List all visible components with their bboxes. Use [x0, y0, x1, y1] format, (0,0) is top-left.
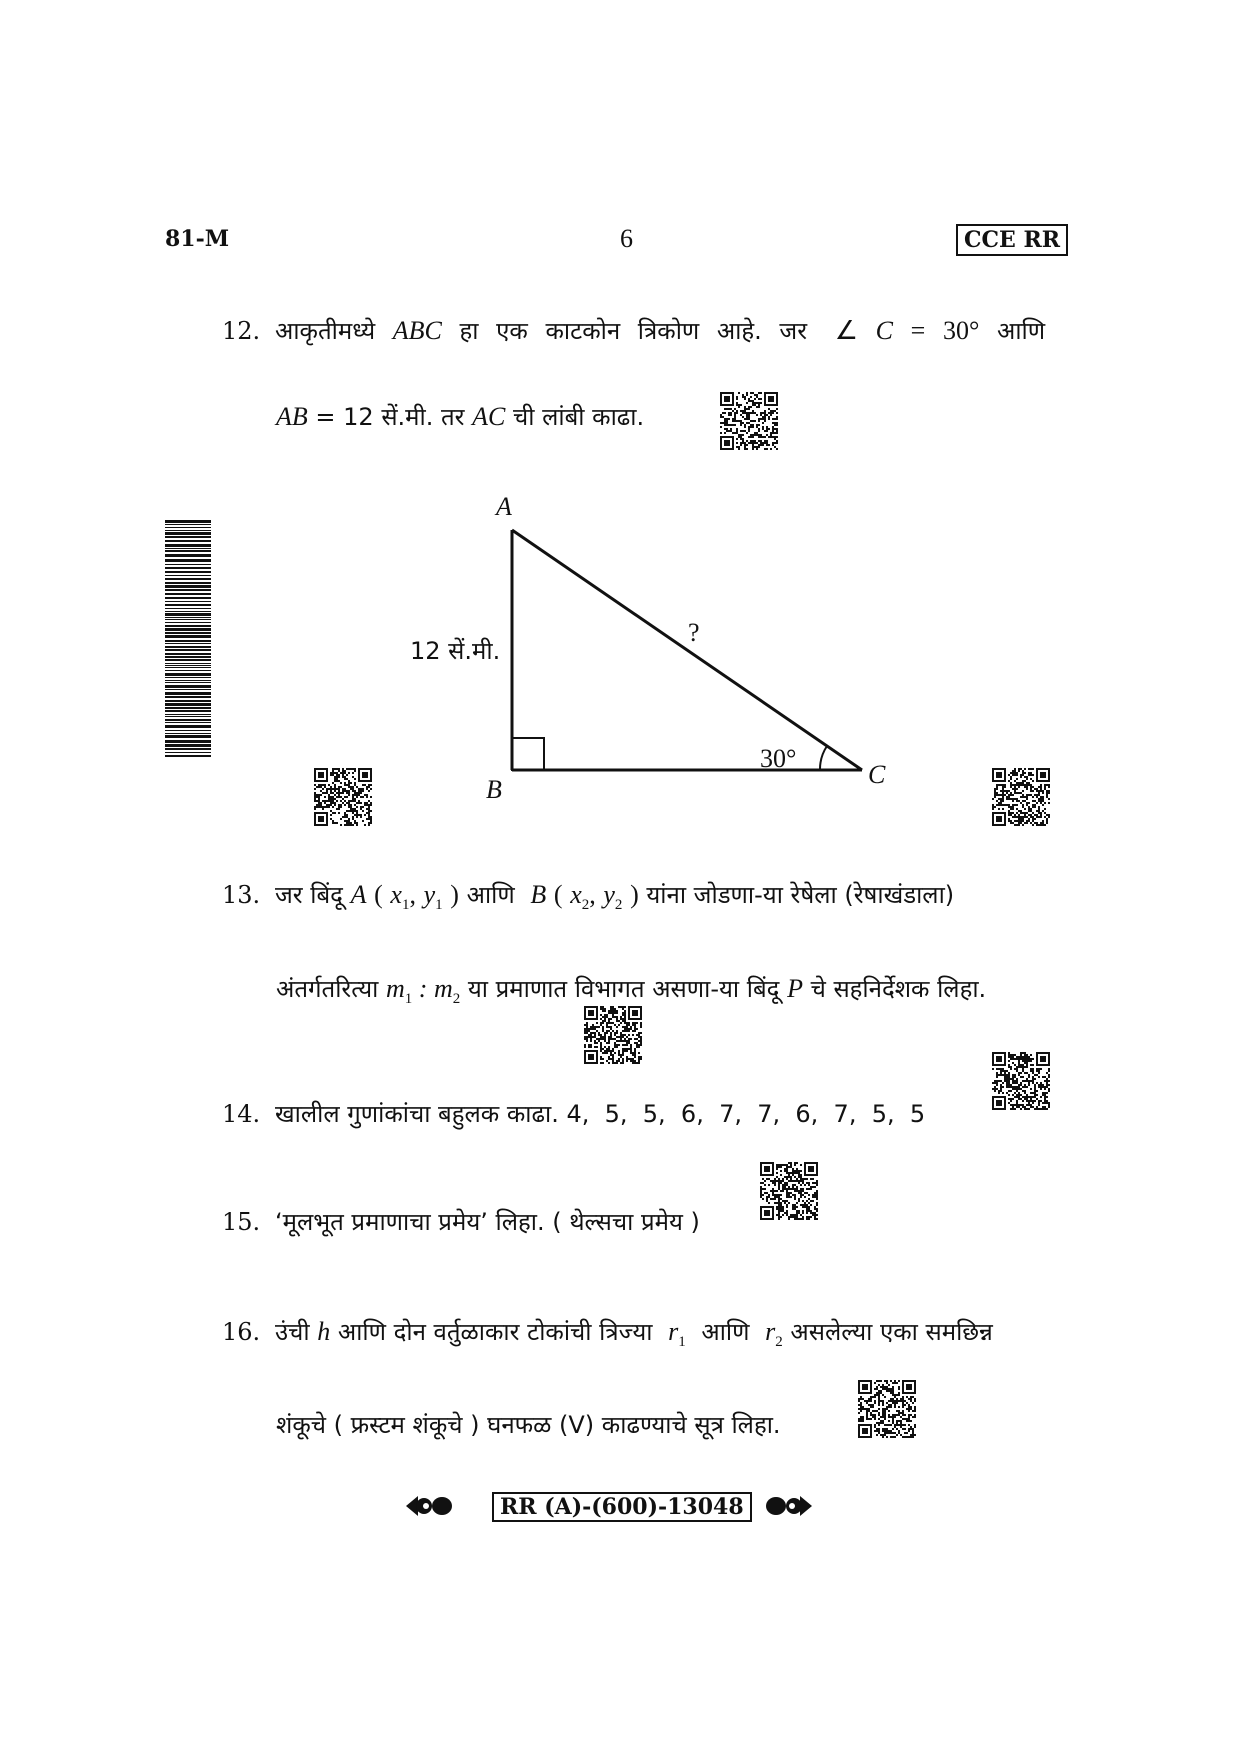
- question-number: 14.: [222, 1100, 261, 1128]
- math-a: A: [350, 880, 367, 909]
- qr-code: [992, 1052, 1050, 1110]
- text: यांना जोडणा-या रेषेला (रेषाखंडाला): [646, 881, 955, 909]
- footer-code: RR (A)-(600)-13048: [492, 1492, 752, 1522]
- qr-code: [760, 1162, 818, 1220]
- text: असलेल्या एका समछिन्न: [790, 1318, 993, 1346]
- math-y1: $y_1$: [423, 880, 443, 914]
- text: ची लांबी काढा.: [513, 403, 645, 431]
- text: आणि: [701, 1318, 750, 1346]
- question-14-text: खालील गुणांकांचा बहुलक काढा. 4, 5, 5, 6, 7, 7, 6, 7, 5, 5: [275, 1100, 926, 1128]
- text: आणि दोन वर्तुळाकार टोकांची त्रिज्या: [337, 1318, 653, 1346]
- text: उंची: [275, 1318, 310, 1346]
- question-number: 16.: [222, 1318, 261, 1346]
- angle-label: 30°: [760, 744, 797, 773]
- hypotenuse-label: ?: [688, 618, 700, 647]
- ornament-right-icon: [764, 1492, 814, 1524]
- qr-code: [584, 1006, 642, 1064]
- vertex-label-b: B: [486, 775, 502, 804]
- ornament-left-icon: [404, 1492, 454, 1524]
- math-r1: $r_1$: [668, 1317, 686, 1351]
- vertex-label-c: C: [868, 760, 886, 789]
- qr-code: [314, 768, 372, 826]
- math-ac: AC: [472, 402, 506, 431]
- angle-symbol: ∠: [834, 316, 859, 345]
- math-b: B: [530, 880, 547, 909]
- question-12-line-2: [276, 400, 644, 433]
- question-number: 12.: [222, 317, 261, 345]
- question-15-text: ‘मूलभूत प्रमाणाचा प्रमेय’ लिहा. ( थेल्सचा प्रमेय ): [275, 1208, 700, 1236]
- math-y2: $y_2$: [603, 880, 623, 914]
- right-angle-mark: [512, 738, 544, 770]
- degree: 30°: [942, 316, 980, 345]
- equals: =: [910, 316, 926, 345]
- text: आणि: [997, 317, 1046, 345]
- math-ab: AB: [276, 402, 308, 431]
- text: जर बिंदू: [275, 881, 343, 909]
- question-12-line-1: [275, 314, 1045, 347]
- question-13-line-1: जर बिंदू A ( $x_1$, $y_1$ ) आणि B ( $x_2$, $y_2$ ) यांना जोडणा-या रेषेला (रेषाखंडाला): [275, 880, 955, 914]
- question-number: 15.: [222, 1208, 261, 1236]
- text: हा एक काटकोन त्रिकोण आहे. जर: [459, 317, 808, 345]
- question-16-line-2: शंकूचे ( फ्रस्टम शंकूचे ) घनफळ (V) काढण्याचे सूत्र लिहा.: [276, 1411, 781, 1439]
- math-p: P: [787, 974, 803, 1003]
- qr-code: [858, 1380, 916, 1438]
- question-13-line-2: [276, 972, 986, 1008]
- paper-code: 81-M: [165, 226, 230, 252]
- side-length-label: 12 सें.मी.: [410, 637, 501, 665]
- vertex-label-a: A: [496, 492, 512, 521]
- math-x2: $x_2$: [570, 880, 590, 914]
- series-badge: CCE RR: [956, 224, 1068, 256]
- math-ratio: $m_1$ : $m_2$: [385, 974, 461, 1008]
- text: या प्रमाणात विभागत असणा-या बिंदू: [467, 975, 780, 1003]
- math-c: C: [875, 316, 893, 345]
- text: अंतर्गतरित्या: [276, 975, 379, 1003]
- angle-arc: [820, 746, 827, 770]
- text: आणि: [466, 881, 515, 909]
- side-ac: [512, 530, 862, 770]
- math-x1: $x_1$: [390, 880, 410, 914]
- qr-code: [720, 392, 778, 450]
- question-number: 13.: [222, 881, 261, 909]
- math-h: h: [317, 1317, 331, 1346]
- qr-code: [992, 768, 1050, 826]
- question-16-line-1: [275, 1315, 993, 1351]
- page-number: 6: [620, 224, 633, 253]
- text: आकृतीमध्ये: [275, 317, 376, 345]
- math-abc: ABC: [392, 316, 442, 345]
- math-r2: $r_2$: [765, 1317, 783, 1351]
- text: = 12 सें.मी. तर: [315, 403, 465, 431]
- barcode: [165, 520, 211, 758]
- text: चे सहनिर्देशक लिहा.: [810, 975, 987, 1003]
